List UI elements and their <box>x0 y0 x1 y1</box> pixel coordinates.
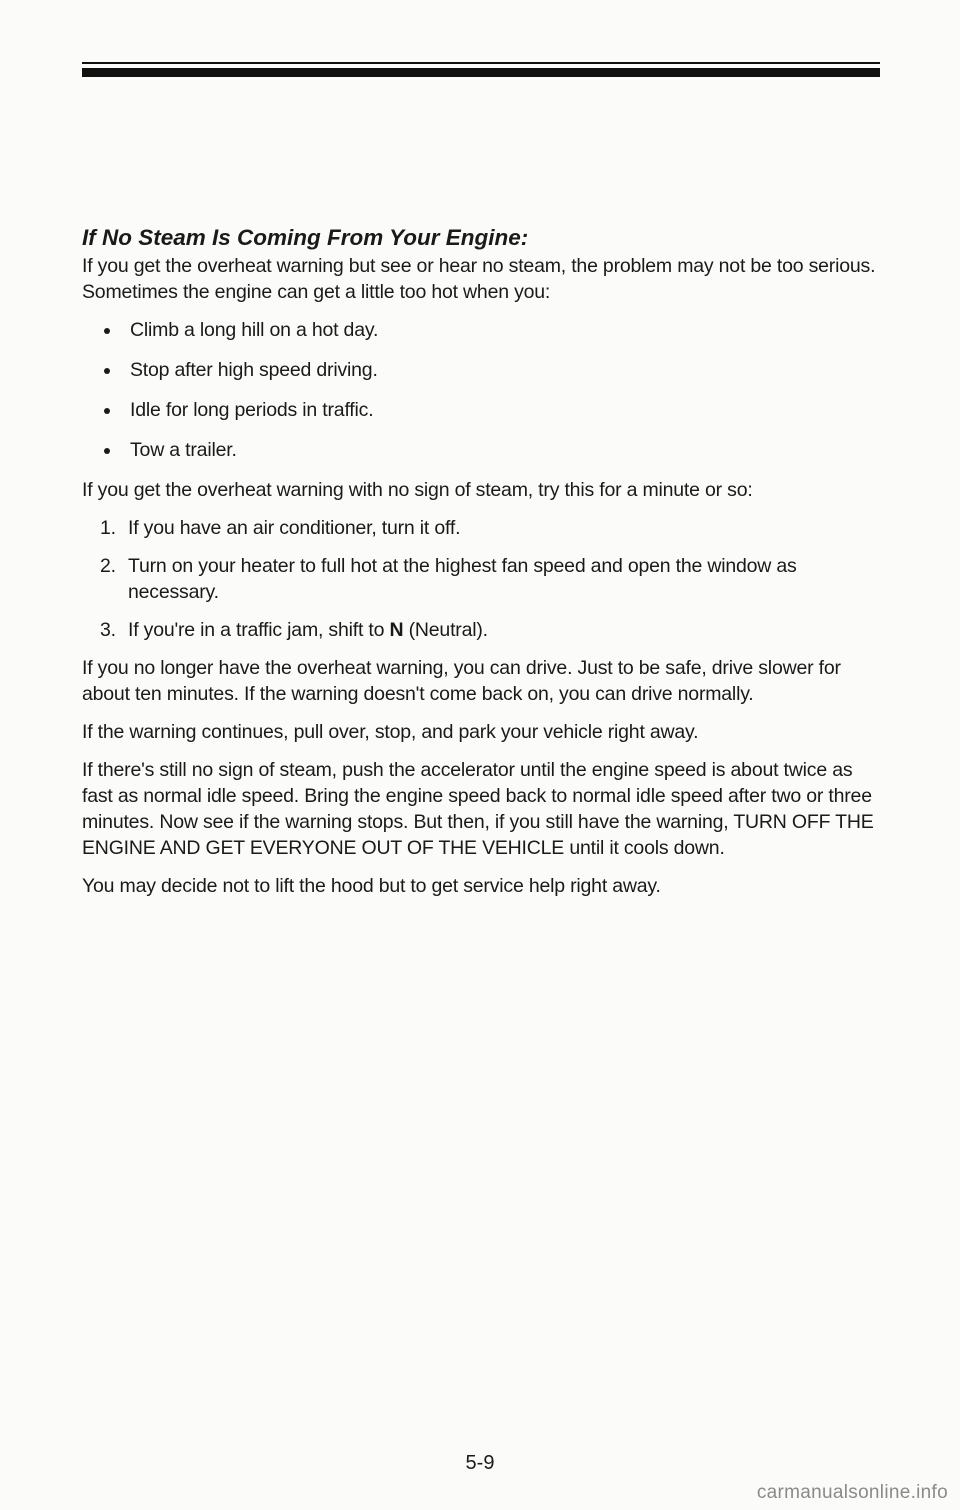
step-number: 3. <box>100 619 116 641</box>
step-text-after: (Neutral). <box>403 619 488 641</box>
list-item-text: Idle for long periods in traffic. <box>130 399 374 421</box>
list-item <box>82 397 882 423</box>
header-rule-thin <box>82 62 880 64</box>
page-number: 5-9 <box>465 1452 495 1474</box>
try-paragraph: If you get the overheat warning with no sign of steam, try this for a minute or so: <box>82 479 753 501</box>
gear-neutral-label: N <box>389 619 404 641</box>
steps-list <box>82 515 882 643</box>
step-item <box>82 515 882 541</box>
still-no-steam-paragraph: If there's still no sign of steam, push the accelerator until the engine speed is about twice as fast as normal idle speed. Bring the engine speed back to normal idle speed after two or three minutes. Now see if the warning stops. But then, if you still have the warning, TURN OFF THE ENGINE AND GET EVERYONE OUT OF THE VEHICLE until it cools down. <box>82 759 874 859</box>
bullet-icon <box>104 408 110 414</box>
list-item-text: Tow a trailer. <box>130 439 237 461</box>
step-number: 1. <box>100 517 116 539</box>
list-item <box>82 437 882 463</box>
step-number: 2. <box>100 555 116 577</box>
step-text: Turn on your heater to full hot at the highest fan speed and open the window as necessary. <box>128 555 797 603</box>
service-paragraph: You may decide not to lift the hood but to get service help right away. <box>82 875 661 897</box>
list-item <box>82 317 882 343</box>
step-item <box>82 553 882 605</box>
bullet-icon <box>104 368 110 374</box>
header-rule-thick <box>82 68 880 77</box>
body-text <box>82 253 882 911</box>
intro-paragraph: If you get the overheat warning but see or hear no steam, the problem may not be too serious. Sometimes the engine can get a little too hot when you: <box>82 255 876 303</box>
list-item-text: Stop after high speed driving. <box>130 359 378 381</box>
step-text-before: If you're in a traffic jam, shift to <box>128 619 390 641</box>
section-heading: If No Steam Is Coming From Your Engine: <box>82 225 529 250</box>
list-item-text: Climb a long hill on a hot day. <box>130 319 379 341</box>
list-item <box>82 357 882 383</box>
step-item <box>82 617 882 643</box>
continues-paragraph: If the warning continues, pull over, stop, and park your vehicle right away. <box>82 721 699 743</box>
bullet-icon <box>104 328 110 334</box>
watermark: carmanualsonline.info <box>756 1482 948 1503</box>
step-text: If you have an air conditioner, turn it off. <box>128 517 461 539</box>
bullet-list <box>82 317 882 463</box>
no-longer-paragraph: If you no longer have the overheat warning, you can drive. Just to be safe, drive slower for about ten minutes. If the warning doesn't come back on, you can drive normally. <box>82 657 841 705</box>
bullet-icon <box>104 448 110 454</box>
